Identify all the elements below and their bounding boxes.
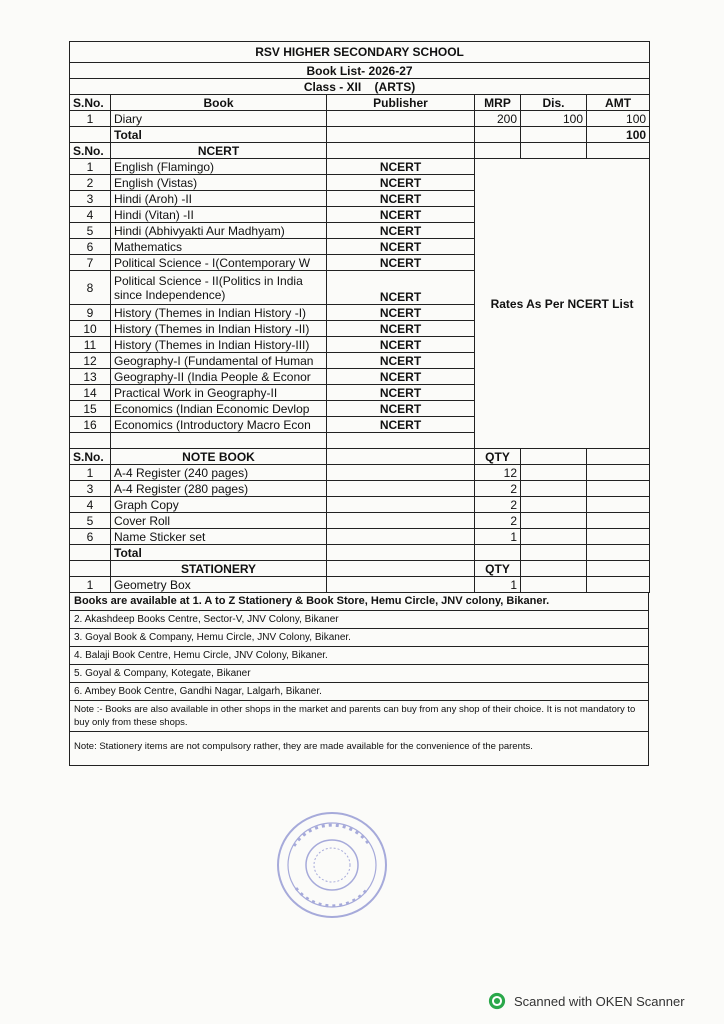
ncert-publisher: NCERT xyxy=(327,255,475,271)
empty-cell xyxy=(327,497,475,513)
ncert-sno: 14 xyxy=(70,385,111,401)
ncert-publisher: NCERT xyxy=(327,401,475,417)
notebook-row xyxy=(70,481,650,497)
empty-cell xyxy=(327,481,475,497)
col-publisher: Publisher xyxy=(327,95,475,111)
empty-cell xyxy=(70,127,111,143)
notebook-row xyxy=(70,513,650,529)
ncert-book-title: Mathematics xyxy=(111,239,327,255)
empty-cell xyxy=(587,465,650,481)
ncert-book-title: Political Science - I(Contemporary W xyxy=(111,255,327,271)
ncert-sno: 6 xyxy=(70,239,111,255)
stationery-sno: 1 xyxy=(70,577,111,593)
ncert-book-title: Economics (Introductory Macro Econ xyxy=(111,417,327,433)
ncert-publisher: NCERT xyxy=(327,385,475,401)
notebook-sno: 1 xyxy=(70,465,111,481)
notebook-item: A-4 Register (240 pages) xyxy=(111,465,327,481)
empty-cell xyxy=(327,143,475,159)
notebook-sno: 3 xyxy=(70,481,111,497)
notebook-qty: 1 xyxy=(475,529,521,545)
col-amt: AMT xyxy=(587,95,650,111)
empty-cell xyxy=(587,513,650,529)
empty-cell xyxy=(475,143,521,159)
empty-cell xyxy=(111,433,327,449)
class-label: Class - XII (ARTS) xyxy=(70,79,650,95)
stationery-title: STATIONERY xyxy=(111,561,327,577)
notebook-qty-header: QTY xyxy=(475,449,521,465)
notebook-item: A-4 Register (280 pages) xyxy=(111,481,327,497)
ncert-publisher: NCERT xyxy=(327,271,475,305)
ncert-sno: 4 xyxy=(70,207,111,223)
diary-publisher xyxy=(327,111,475,127)
ncert-book-title: Geography-I (Fundamental of Human xyxy=(111,353,327,369)
book-list-sheet xyxy=(69,41,649,766)
diary-book: Diary xyxy=(111,111,327,127)
empty-cell xyxy=(587,561,650,577)
shop-line-3: 3. Goyal Book & Company, Hemu Circle, JNV Colony, Bikaner. xyxy=(69,629,649,647)
empty-cell xyxy=(521,143,587,159)
empty-cell xyxy=(521,529,587,545)
empty-cell xyxy=(587,449,650,465)
ncert-publisher: NCERT xyxy=(327,337,475,353)
notebook-item: Graph Copy xyxy=(111,497,327,513)
ncert-publisher: NCERT xyxy=(327,353,475,369)
empty-cell xyxy=(521,577,587,593)
school-name: RSV HIGHER SECONDARY SCHOOL xyxy=(70,42,650,63)
ncert-book-title: Hindi (Abhivyakti Aur Madhyam) xyxy=(111,223,327,239)
ncert-book-title: Political Science - II(Politics in India since Independence) xyxy=(111,271,327,305)
diary-total-label: Total xyxy=(111,127,327,143)
shop-line-4: 4. Balaji Book Centre, Hemu Circle, JNV Colony, Bikaner. xyxy=(69,647,649,665)
ncert-book-title: Economics (Indian Economic Devlop xyxy=(111,401,327,417)
col-sno: S.No. xyxy=(70,95,111,111)
ncert-publisher: NCERT xyxy=(327,239,475,255)
stationery-header-row xyxy=(70,561,650,577)
ncert-sno: 3 xyxy=(70,191,111,207)
diary-total-amt: 100 xyxy=(587,127,650,143)
ncert-sno: 12 xyxy=(70,353,111,369)
ncert-sno: 13 xyxy=(70,369,111,385)
ncert-publisher: NCERT xyxy=(327,175,475,191)
ncert-title: NCERT xyxy=(111,143,327,159)
empty-cell xyxy=(587,577,650,593)
ncert-book-title: History (Themes in Indian History-III) xyxy=(111,337,327,353)
ncert-book-title: Hindi (Vitan) -II xyxy=(111,207,327,223)
notebook-qty: 2 xyxy=(475,513,521,529)
diary-sno: 1 xyxy=(70,111,111,127)
scanner-logo-icon xyxy=(488,992,506,1010)
ncert-publisher: NCERT xyxy=(327,321,475,337)
diary-row xyxy=(70,111,650,127)
shop-line-5: 5. Goyal & Company, Kotegate, Bikaner xyxy=(69,665,649,683)
notebook-item: Cover Roll xyxy=(111,513,327,529)
col-dis: Dis. xyxy=(521,95,587,111)
ncert-publisher: NCERT xyxy=(327,305,475,321)
ncert-sno: 1 xyxy=(70,159,111,175)
shop-line-1: Books are available at 1. A to Z Stationery & Book Store, Hemu Circle, JNV colony, Bikaner. xyxy=(69,593,649,611)
ncert-header-row xyxy=(70,143,650,159)
empty-cell xyxy=(521,127,587,143)
ncert-sno: 2 xyxy=(70,175,111,191)
empty-cell xyxy=(587,481,650,497)
empty-cell xyxy=(327,465,475,481)
ncert-sno: 8 xyxy=(70,271,111,305)
diary-amt: 100 xyxy=(587,111,650,127)
ncert-sno: 11 xyxy=(70,337,111,353)
empty-cell xyxy=(521,481,587,497)
notebook-sno: 5 xyxy=(70,513,111,529)
ncert-sno: 5 xyxy=(70,223,111,239)
ncert-book-title: History (Themes in Indian History -I) xyxy=(111,305,327,321)
empty-cell xyxy=(521,497,587,513)
notebook-item: Name Sticker set xyxy=(111,529,327,545)
ncert-publisher: NCERT xyxy=(327,159,475,175)
empty-cell xyxy=(327,561,475,577)
rates-note: Rates As Per NCERT List xyxy=(475,159,650,449)
empty-cell xyxy=(521,545,587,561)
empty-cell xyxy=(587,497,650,513)
ncert-book-title: History (Themes in Indian History -II) xyxy=(111,321,327,337)
notebook-sno-header: S.No. xyxy=(70,449,111,465)
note-other-shops: Note :- Books are also available in other shops in the market and parents can buy from any shop of their choice. It is not mandatory to buy only from these shops. xyxy=(69,701,649,732)
notebook-qty: 2 xyxy=(475,497,521,513)
shop-line-2: 2. Akashdeep Books Centre, Sector-V, JNV Colony, Bikaner xyxy=(69,611,649,629)
empty-cell xyxy=(70,561,111,577)
empty-cell xyxy=(327,577,475,593)
school-seal-stamp-icon xyxy=(272,806,392,924)
empty-cell xyxy=(521,465,587,481)
ncert-sno: 10 xyxy=(70,321,111,337)
ncert-book-title: Practical Work in Geography-II xyxy=(111,385,327,401)
empty-cell xyxy=(327,513,475,529)
ncert-sno-header: S.No. xyxy=(70,143,111,159)
notebook-header-row xyxy=(70,449,650,465)
diary-mrp: 200 xyxy=(475,111,521,127)
ncert-book-title: Geography-II (India People & Econor xyxy=(111,369,327,385)
empty-cell xyxy=(521,513,587,529)
notebook-total-label: Total xyxy=(111,545,327,561)
col-mrp: MRP xyxy=(475,95,521,111)
scanner-text: Scanned with OKEN Scanner xyxy=(514,993,685,1009)
ncert-publisher: NCERT xyxy=(327,207,475,223)
ncert-publisher: NCERT xyxy=(327,369,475,385)
notebook-sno: 4 xyxy=(70,497,111,513)
scanner-watermark xyxy=(488,992,685,1010)
empty-cell xyxy=(587,545,650,561)
empty-cell xyxy=(587,143,650,159)
stationery-qty: 1 xyxy=(475,577,521,593)
col-book: Book xyxy=(111,95,327,111)
ncert-publisher: NCERT xyxy=(327,417,475,433)
empty-cell xyxy=(521,561,587,577)
empty-cell xyxy=(521,449,587,465)
diary-total-row xyxy=(70,127,650,143)
empty-cell xyxy=(327,449,475,465)
book-list-table xyxy=(69,41,650,593)
notebook-qty: 2 xyxy=(475,481,521,497)
empty-cell xyxy=(70,433,111,449)
empty-cell xyxy=(70,545,111,561)
empty-cell xyxy=(587,529,650,545)
empty-cell xyxy=(327,127,475,143)
notebook-qty: 12 xyxy=(475,465,521,481)
diary-dis: 100 xyxy=(521,111,587,127)
empty-cell xyxy=(327,433,475,449)
stationery-qty-header: QTY xyxy=(475,561,521,577)
empty-cell xyxy=(327,529,475,545)
notebook-title: NOTE BOOK xyxy=(111,449,327,465)
stationery-row xyxy=(70,577,650,593)
ncert-book-title: Hindi (Aroh) -II xyxy=(111,191,327,207)
empty-cell xyxy=(475,127,521,143)
notebook-total-row xyxy=(70,545,650,561)
ncert-book-title: English (Vistas) xyxy=(111,175,327,191)
notebook-row xyxy=(70,529,650,545)
empty-cell xyxy=(475,545,521,561)
ncert-sno: 9 xyxy=(70,305,111,321)
ncert-sno: 7 xyxy=(70,255,111,271)
notebook-row xyxy=(70,497,650,513)
shop-line-6: 6. Ambey Book Centre, Gandhi Nagar, Lalgarh, Bikaner. xyxy=(69,683,649,701)
notebook-row xyxy=(70,465,650,481)
book-list-year: Book List- 2026-27 xyxy=(70,63,650,79)
column-header-row xyxy=(70,95,650,111)
notebook-sno: 6 xyxy=(70,529,111,545)
ncert-sno: 16 xyxy=(70,417,111,433)
ncert-publisher: NCERT xyxy=(327,223,475,239)
ncert-book-row xyxy=(70,159,650,175)
ncert-publisher: NCERT xyxy=(327,191,475,207)
ncert-book-title: English (Flamingo) xyxy=(111,159,327,175)
note-stationery: Note: Stationery items are not compulsory rather, they are made available for the convenience of the parents. xyxy=(69,732,649,766)
stationery-item: Geometry Box xyxy=(111,577,327,593)
ncert-sno: 15 xyxy=(70,401,111,417)
empty-cell xyxy=(327,545,475,561)
